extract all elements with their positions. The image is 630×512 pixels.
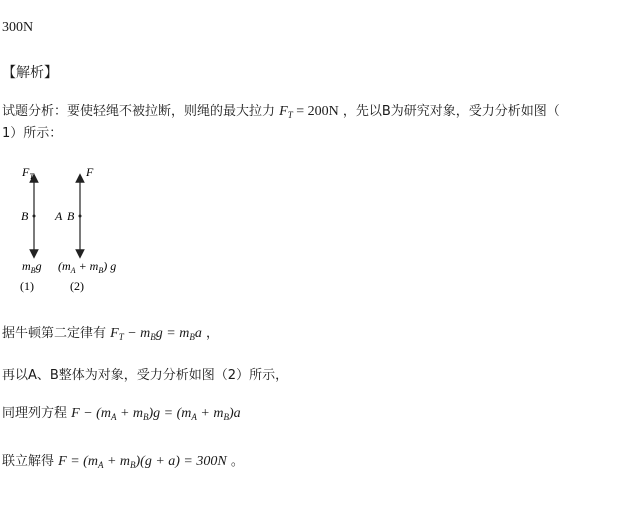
fig2-block-label: B <box>67 209 75 223</box>
analysis-intro-text: 试题分析：要使轻绳不被拉断，则绳的最大拉力 <box>2 104 276 119</box>
figure-2-system-ab <box>58 165 116 293</box>
solution-suffix: 。 <box>230 454 244 469</box>
system-point <box>79 215 82 218</box>
solution-prefix: 联立解得 <box>2 454 55 469</box>
analysis-line-2: 1）所示： <box>2 126 63 141</box>
newton-law-formula: $F_T - m_Bg = m_Ba$ <box>110 326 202 342</box>
fig1-weight-label: $m_Bg$ <box>22 259 42 275</box>
analysis-line-1 <box>2 100 560 120</box>
fig2-caption: (2) <box>70 279 84 293</box>
fig2-force-label: F <box>86 165 94 179</box>
fig1-tension-label: $F_T$ <box>22 165 34 181</box>
solution-line <box>2 450 244 470</box>
fig1-block-label: B <box>21 209 29 223</box>
block-b-point <box>33 215 36 218</box>
whole-system-line: 再以A、B整体为对象，受力分析如图（2）所示， <box>2 368 289 383</box>
fig1-caption: (1) <box>20 279 34 293</box>
answer-value: 300N <box>2 20 34 35</box>
system-equation-line <box>2 402 241 422</box>
figure-1-block-b <box>20 165 42 293</box>
solution-formula: $F = (m_A + m_B)(g + a) = 300N$ <box>58 454 227 470</box>
equation-prefix: 同理列方程 <box>2 406 68 421</box>
max-tension-formula: $F_T = 200N$ <box>279 104 339 120</box>
fig2-weight-label: $(m_A + m_B)$ g <box>58 259 117 275</box>
newton-law-line <box>2 322 219 342</box>
block-a-label: A <box>55 209 63 223</box>
force-diagram <box>0 160 200 300</box>
newton-law-prefix: 据牛顿第二定律有 <box>2 326 107 341</box>
analysis-intro-suffix: ，先以B为研究对象，受力分析如图（ <box>342 104 560 119</box>
newton-law-suffix: ， <box>206 326 220 341</box>
system-equation-formula: $F - (m_A + m_B)g = (m_A + m_B)a$ <box>71 406 241 422</box>
analysis-heading: 【解析】 <box>2 65 58 81</box>
